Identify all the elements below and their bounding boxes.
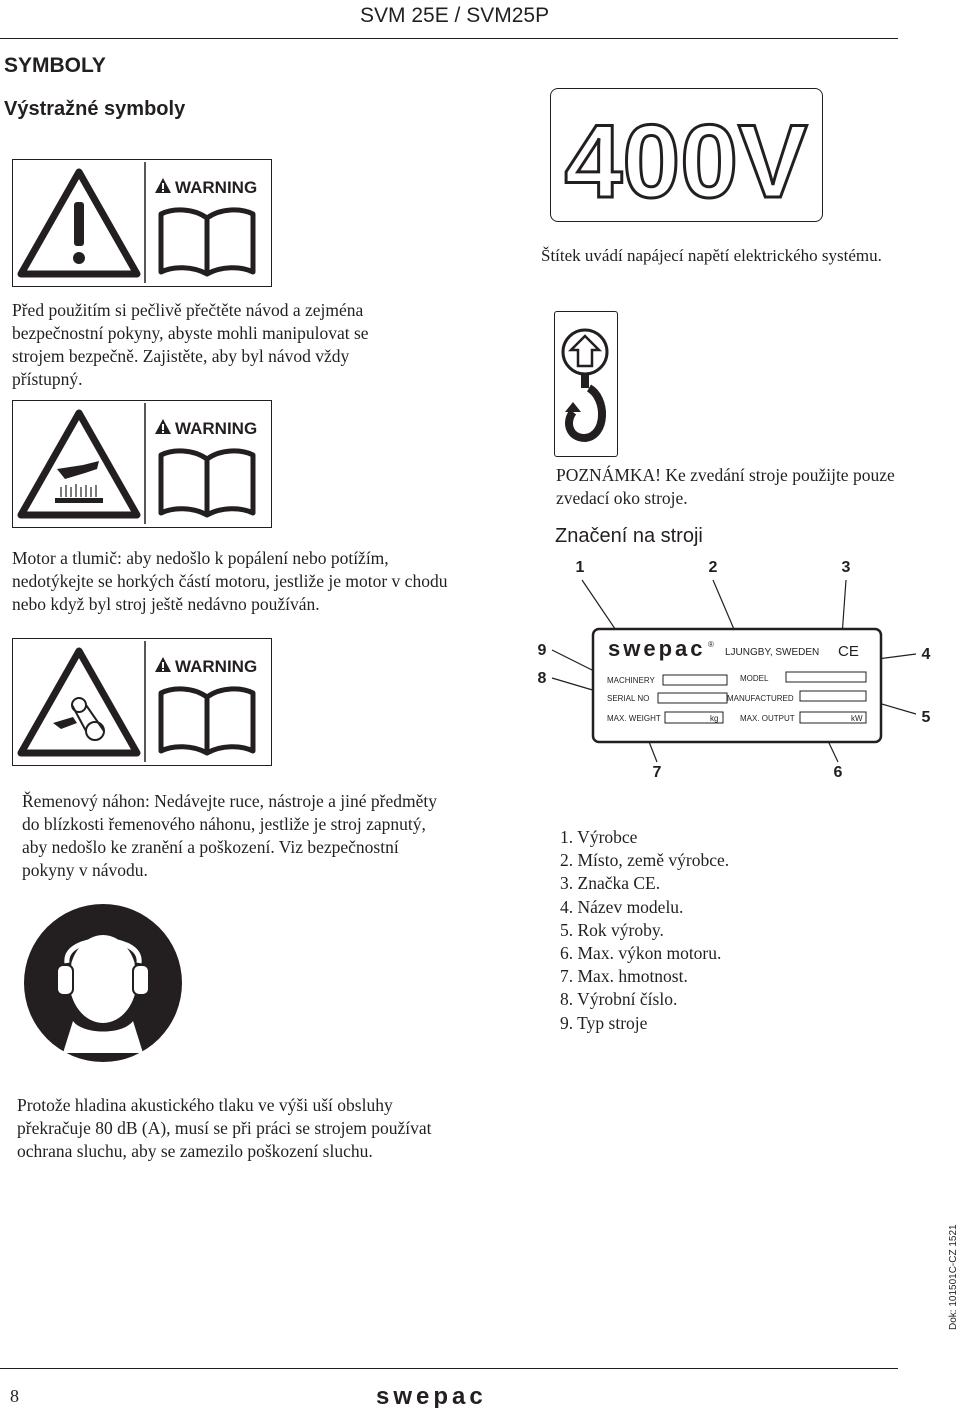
voltage-label-text: 400V xyxy=(564,104,808,220)
footer-rule xyxy=(0,1368,898,1369)
warning-sign-belt-drive xyxy=(12,638,272,766)
callout-3: 3 xyxy=(841,559,851,576)
legend-item: 6. Max. výkon motoru. xyxy=(560,943,722,964)
open-book-icon xyxy=(161,210,253,274)
warning-label-badge xyxy=(155,657,257,676)
callout-4: 4 xyxy=(921,646,931,663)
callout-8: 8 xyxy=(537,670,547,687)
hearing-protection-sign xyxy=(23,903,183,1063)
warning-label-badge xyxy=(155,178,257,197)
legend-item: 3. Značka CE. xyxy=(560,873,661,894)
legend-item: 9. Typ stroje xyxy=(560,1012,648,1033)
nameplate-manufactured: MANUFACTURED xyxy=(727,694,794,703)
footer-logo xyxy=(376,1384,501,1408)
lifting-note: POZNÁMKA! Ke zvedání stroje použijte pouze zvedací oko stroje. xyxy=(556,465,895,508)
nameplate-kg: kg xyxy=(710,714,719,723)
legend-item: 1. Výrobce xyxy=(560,827,638,847)
section-title: SYMBOLY xyxy=(4,54,106,77)
nameplate-brand: swepac xyxy=(608,636,706,661)
warning-label: WARNING xyxy=(175,657,258,676)
warning-sign1-text: Před použitím si pečlivě přečtěte návod a zejména bezpečnostní pokyny, abyste mohli manipulovat se strojem bezpečně. Zajistěte, aby byl návod vždy přístupný. xyxy=(12,300,369,389)
nameplate-diagram-graphic xyxy=(520,552,940,788)
warning-sign3-text: Řemenový náhon: Nedávejte ruce, nástroje a jiné předměty do blízkosti řemenového náhonu, jestliže je stroj zapnutý, aby nedošlo ke zranění a poškození. Viz bezpečnostní pokyny v návodu. xyxy=(22,791,437,880)
nameplate-machinery: MACHINERY xyxy=(607,676,655,685)
callout-6: 6 xyxy=(833,764,843,781)
nameplate-max-output: MAX. OUTPUT xyxy=(740,714,795,723)
warning-sign-read-manual xyxy=(12,159,272,287)
warning-sign-belt-drive-graphic xyxy=(13,639,270,764)
warning-label-badge xyxy=(155,419,257,438)
callout-9: 9 xyxy=(537,642,547,659)
warning-sign-hot-surface xyxy=(12,400,272,528)
nameplate-serial-no: SERIAL NO xyxy=(607,694,650,703)
callout-1: 1 xyxy=(575,559,585,576)
page-number: 8 xyxy=(10,1386,19,1406)
nameplate-kw: kW xyxy=(851,714,863,723)
legend-item: 5. Rok výroby. xyxy=(560,919,664,940)
lifting-hook-icon xyxy=(555,312,616,455)
open-book-icon xyxy=(161,689,253,753)
legend-item: 8. Výrobní číslo. xyxy=(560,989,678,1010)
header-divider xyxy=(0,38,898,39)
warning-sign-read-manual-graphic xyxy=(13,160,270,285)
warning-label: WARNING xyxy=(175,178,258,197)
hearing-protection-icon xyxy=(23,903,183,1063)
nameplate-model: MODEL xyxy=(740,674,769,683)
warning-sign2-text: Motor a tlumič: aby nedošlo k popálení nebo potížím, nedotýkejte se horkých částí motoru, jestliže je motor v chodu nebo když byl stroj ještě nedávno používán. xyxy=(12,548,448,614)
document-id: Dok: 101501C-CZ 1521 xyxy=(948,1224,959,1330)
hearing-protection-text: Protože hladina akustického tlaku ve výši uší obsluhy překračuje 80 dB (A), musí se při práci se strojem používat ochrana sluchu, aby se zamezilo poškození sluchu. xyxy=(17,1095,432,1161)
nameplate-diagram xyxy=(520,552,940,788)
ce-mark-icon: CE xyxy=(838,643,859,660)
section-subtitle: Výstražné symboly xyxy=(4,98,186,120)
nameplate-max-weight: MAX. WEIGHT xyxy=(607,714,661,723)
nameplate-location: LJUNGBY, SWEDEN xyxy=(725,647,820,658)
callout-2: 2 xyxy=(708,559,718,576)
callout-7: 7 xyxy=(652,764,662,781)
machine-marking-title: Značení na stroji xyxy=(555,525,703,547)
machine-marking-legend xyxy=(560,826,860,1035)
callout-5: 5 xyxy=(921,709,931,726)
swepac-logo xyxy=(376,1384,501,1408)
voltage-label-sign xyxy=(550,88,823,222)
open-book-icon xyxy=(161,451,253,515)
lifting-eye-sign xyxy=(554,311,618,457)
warning-label: WARNING xyxy=(175,419,258,438)
voltage-label-graphic xyxy=(551,89,821,220)
legend-item: 2. Místo, země výrobce. xyxy=(560,850,730,871)
footer-logo-text: swepac xyxy=(376,1384,487,1408)
nameplate-registered: ® xyxy=(708,640,714,649)
voltage-caption: Štítek uvádí napájecí napětí elektrického systému. xyxy=(541,246,882,265)
document-header-title: SVM 25E / SVM25P xyxy=(360,4,550,27)
hot-plate-icon xyxy=(55,498,103,503)
warning-sign-hot-surface-graphic xyxy=(13,401,270,526)
legend-item: 4. Název modelu. xyxy=(560,896,684,917)
legend-item: 7. Max. hmotnost. xyxy=(560,966,688,987)
